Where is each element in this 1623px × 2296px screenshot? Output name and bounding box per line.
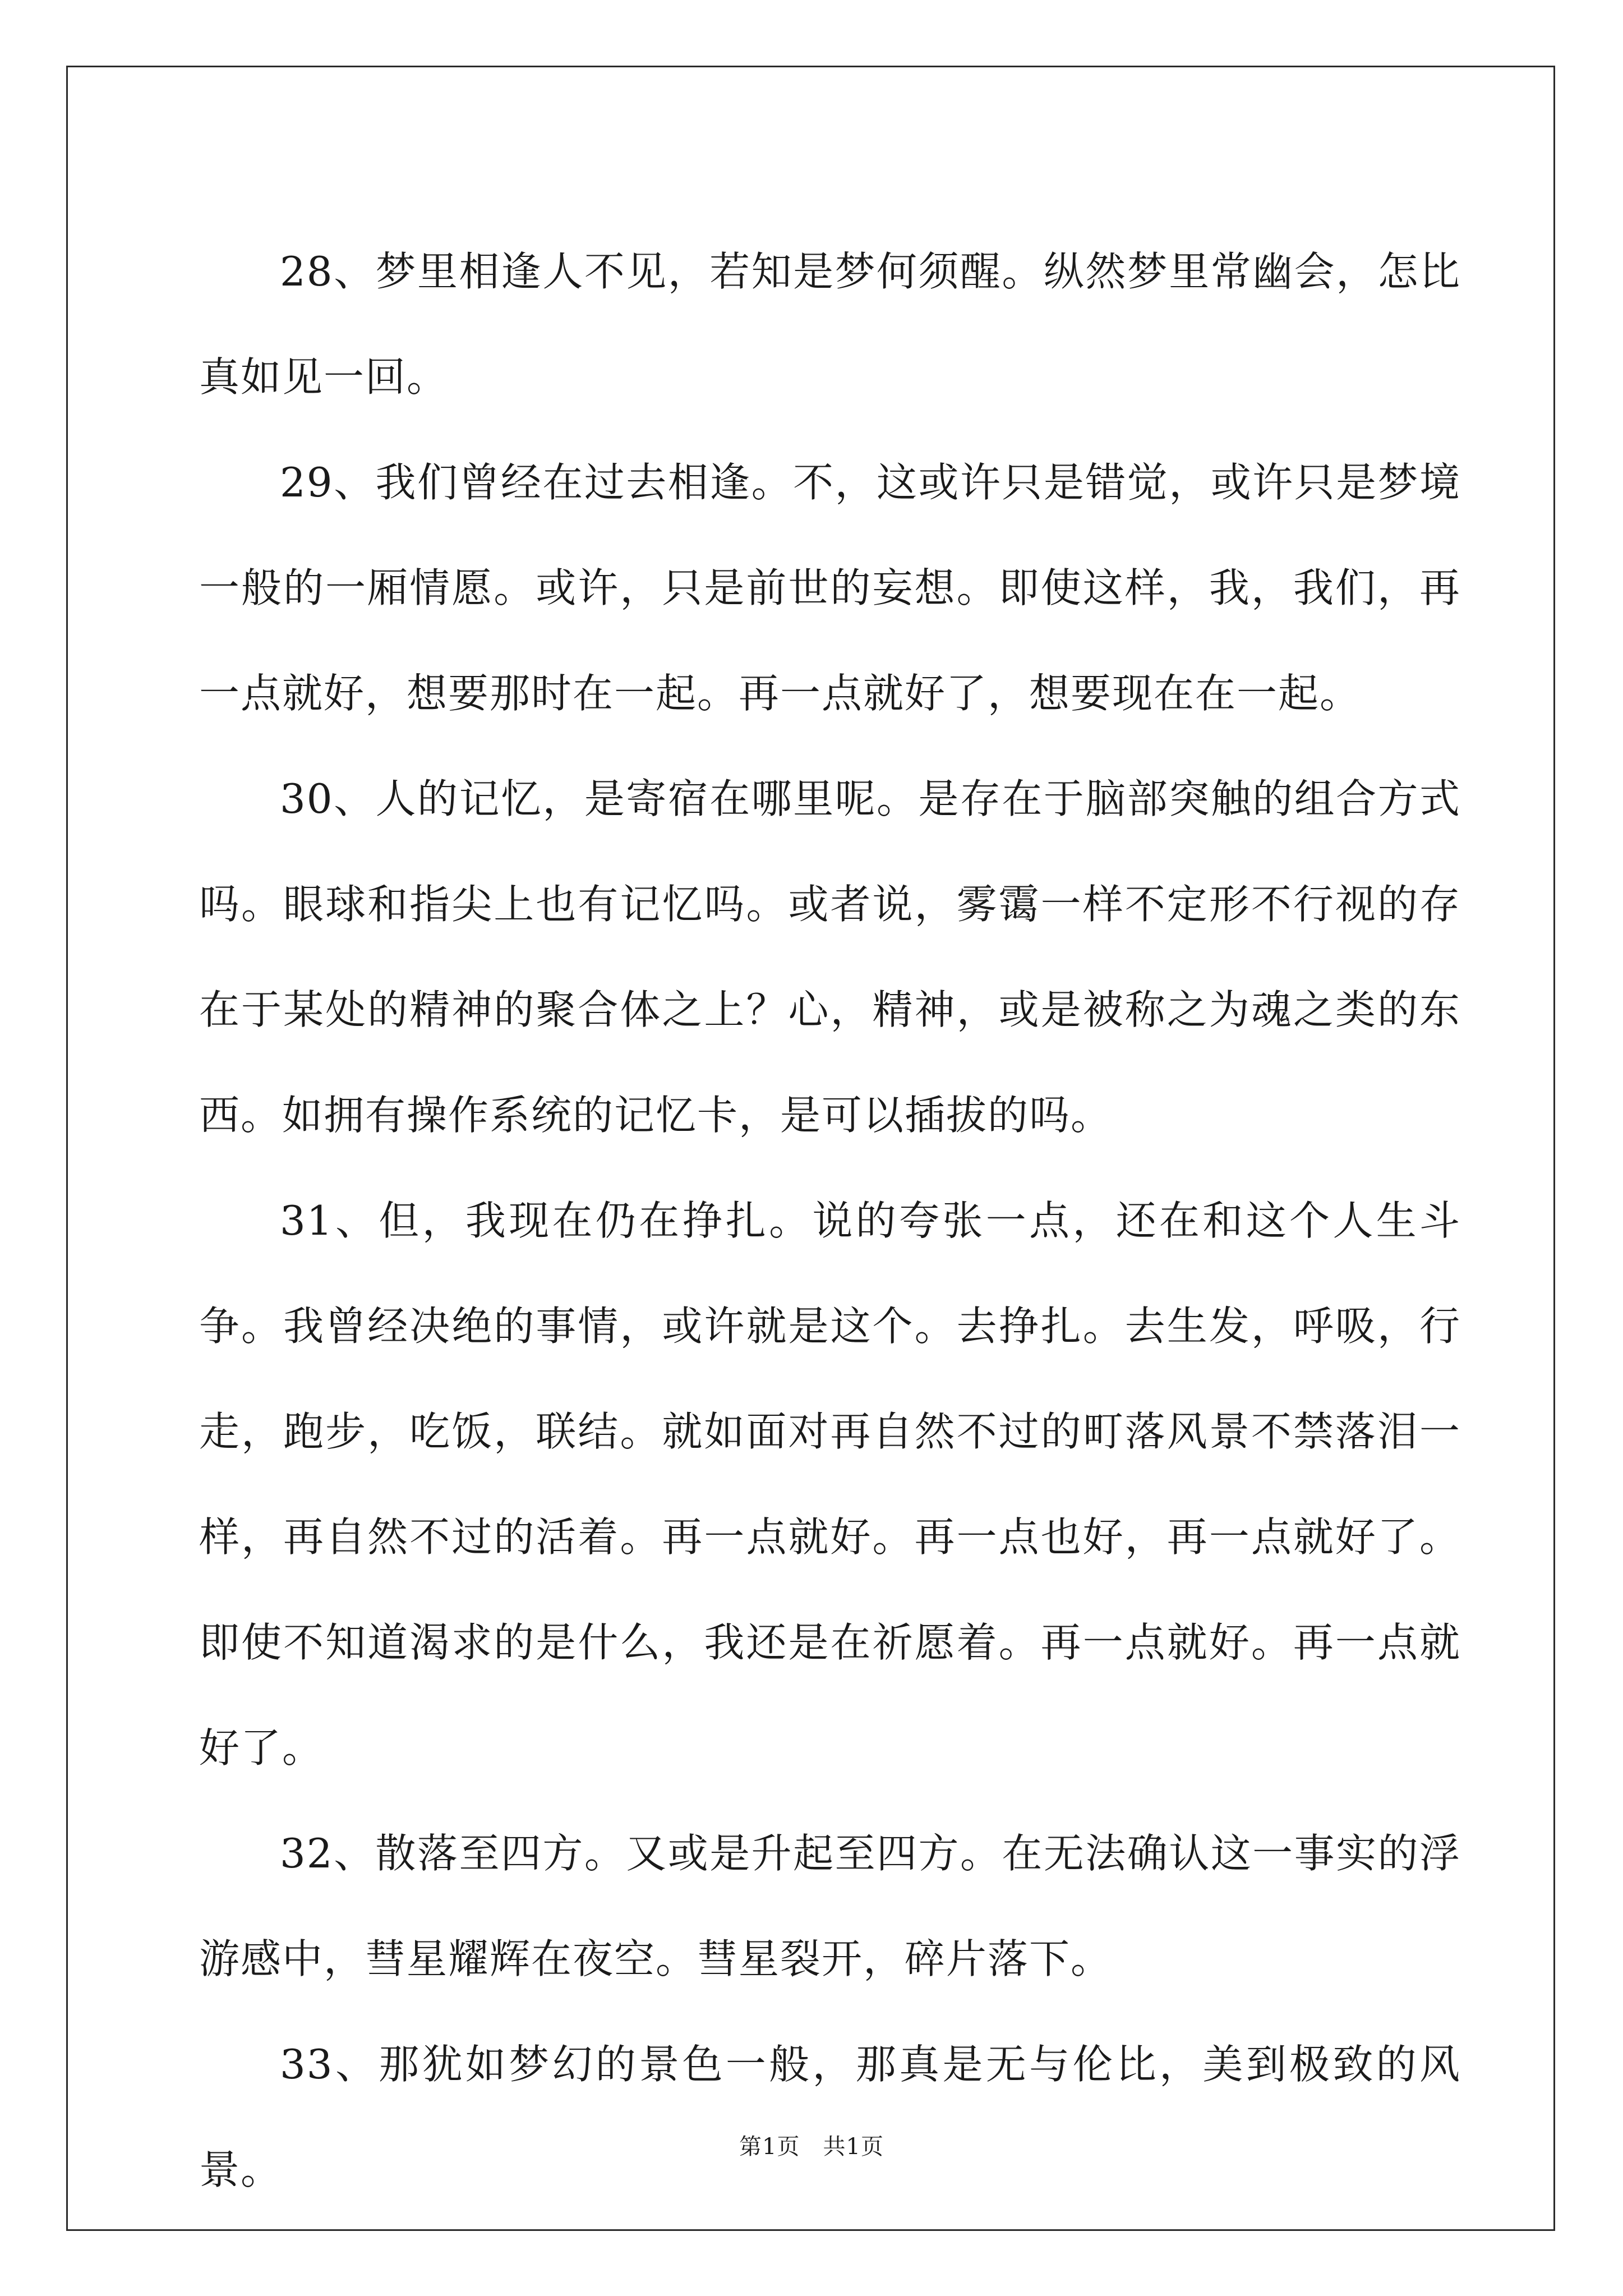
paragraph-30: 30、人的记忆，是寄宿在哪里呢。是存在于脑部突触的组合方式吗。眼球和指尖上也有记忆吗。或者说，雾霭一样不定形不行视的存在于某处的精神的聚合体之上？心，精神，或是被称之为魂之类的东西。如拥有操作系统的记忆卡，是可以插拔的吗。 [199, 775, 1461, 1139]
page-footer: 第1页 共1页 [739, 2134, 884, 2160]
paragraph-33: 33、那犹如梦幻的景色一般，那真是无与伦比，美到极致的风景。 [199, 2041, 1461, 2193]
paragraph-28: 28、梦里相逢人不见，若知是梦何须醒。纵然梦里常幽会，怎比真如见一回。 [199, 248, 1461, 401]
document-body [199, 219, 1461, 2223]
paragraph-29: 29、我们曾经在过去相逢。不，这或许只是错觉，或许只是梦境一般的一厢情愿。或许，只是前世的妄想。即使这样，我，我们，再一点就好，想要那时在一起。再一点就好了，想要现在在一起。 [199, 459, 1461, 717]
paragraph-31: 31、但，我现在仍在挣扎。说的夸张一点，还在和这个人生斗争。我曾经决绝的事情，或许就是这个。去挣扎。去生发，呼吸，行走，跑步，吃饭，联结。就如面对再自然不过的町落风景不禁落泪一样，再自然不过的活着。再一点就好。再一点也好，再一点就好了。即使不知道渴求的是什么，我还是在祈愿着。再一点就好。再一点就好了。 [199, 1197, 1461, 1772]
paragraph-32: 32、散落至四方。又或是升起至四方。在无法确认这一事实的浮游感中，彗星耀辉在夜空。彗星裂开，碎片落下。 [199, 1830, 1461, 1982]
